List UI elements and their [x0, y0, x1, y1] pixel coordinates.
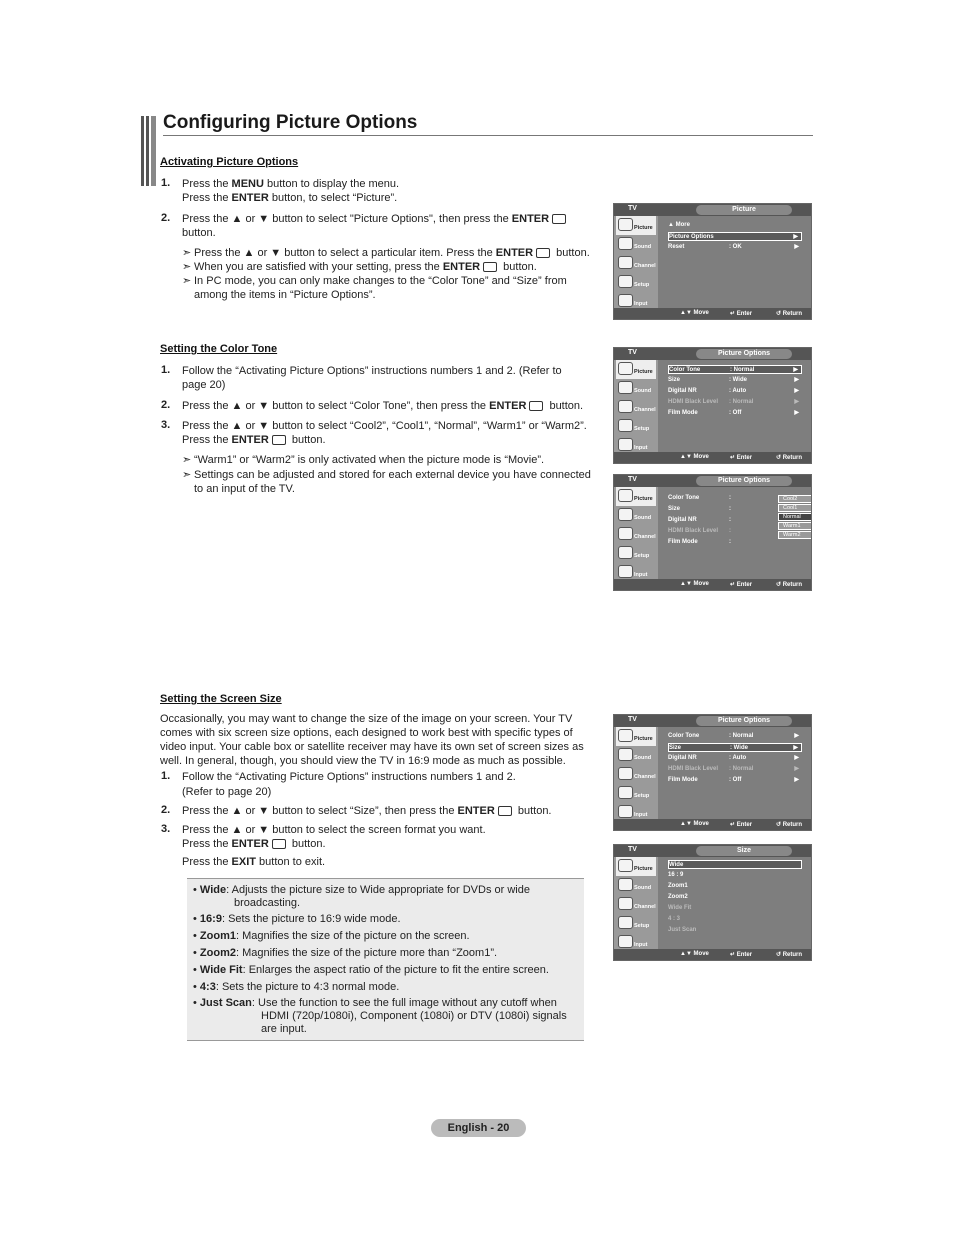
osd-menu-icon — [618, 275, 633, 288]
osd-menu-title: Picture Options — [696, 349, 792, 359]
osd-row-value: : Normal — [730, 367, 755, 373]
osd-row-label: Film Mode — [668, 410, 698, 416]
osd-row-label: Digital NR — [668, 388, 697, 394]
enter-icon — [529, 401, 543, 411]
list-item: • Zoom1: Magnifies the size of the picture on the screen. — [193, 930, 470, 942]
osd-arrow-icon: ▶ — [794, 388, 799, 394]
osd-sidebar-label: Sound — [634, 885, 652, 891]
step-text: Follow the “Activating Picture Options” instructions numbers 1 and 2. (Refer to page 20) — [182, 771, 516, 798]
osd-sidebar-item — [616, 895, 656, 914]
osd-content — [658, 487, 811, 580]
osd-row-label: Digital NR — [668, 755, 697, 761]
osd-menu-icon — [618, 218, 633, 231]
osd-row-label: HDMI Black Level — [668, 528, 719, 534]
section-heading-color-tone: Setting the Color Tone — [160, 343, 278, 355]
osd-menu-row — [668, 915, 802, 924]
note-arrow-icon: ➣ — [182, 275, 192, 287]
osd-row-value: : — [729, 517, 731, 523]
osd-menu-title: Picture Options — [696, 476, 792, 486]
osd-sidebar-label: Picture — [634, 225, 653, 231]
osd-sidebar — [614, 360, 658, 453]
step-number: 2. — [161, 804, 171, 816]
osd-sidebar-label: Sound — [634, 515, 652, 521]
list-item: • Wide: Adjusts the picture size to Wide appropriate for DVDs or wide broadcasting. — [193, 884, 530, 909]
page-footer: English - 20 — [431, 1119, 526, 1137]
osd-menu-icon — [618, 805, 633, 818]
osd-row-label: Color Tone — [669, 367, 701, 373]
section-heading-screen-size: Setting the Screen Size — [160, 693, 282, 705]
list-item: • Just Scan: Use the function to see the full image without any cutoff when HDMI (720p/1080i), Component (1080i) or DTV (1080i) signals are input. — [193, 997, 567, 1035]
osd-row-label: Film Mode — [668, 539, 698, 545]
osd-menu-row — [668, 754, 802, 763]
osd-return-hint: ↺ Return — [776, 582, 803, 588]
osd-header — [614, 845, 811, 857]
osd-sidebar-label: Setup — [634, 426, 650, 432]
osd-row-label: Digital NR — [668, 517, 697, 523]
note: ➣ When you are satisfied with your setting, press the ENTER button. — [182, 261, 537, 273]
osd-sidebar-label: Picture — [634, 369, 653, 375]
osd-sidebar-label: Input — [634, 812, 648, 818]
osd-menu-title: Size — [696, 846, 792, 856]
osd-sidebar — [614, 487, 658, 580]
step-number: 1. — [161, 364, 171, 376]
osd-arrow-icon: ▶ — [793, 367, 798, 373]
osd-tv-label: TV — [628, 846, 637, 853]
osd-move-hint: ▲▼ Move — [680, 454, 709, 460]
osd-screen-picture-options — [613, 347, 812, 464]
osd-enter-hint: ↵ Enter — [730, 455, 753, 461]
enter-icon — [498, 806, 512, 816]
osd-row-value: : — [729, 539, 731, 545]
osd-row-value: : Normal — [729, 766, 754, 772]
osd-arrow-icon: ▶ — [794, 766, 799, 772]
osd-menu-icon — [618, 916, 633, 929]
osd-menu-row — [668, 926, 802, 935]
osd-enter-hint: ↵ Enter — [730, 311, 753, 317]
intro-paragraph: Occasionally, you may want to change the size of the image on your screen. Your TV comes with six screen size options, each designed to work best with specific types of video input. Your cable box or satellite receiver may have its own set of screen sizes as well. In general, though, you should view the TV in 16:9 mode as much as possible. — [160, 713, 584, 767]
osd-row-value: : Off — [729, 777, 742, 783]
osd-sidebar — [614, 727, 658, 820]
osd-menu-row — [668, 376, 802, 385]
osd-sidebar-label: Picture — [634, 496, 653, 502]
osd-row-value: : — [729, 528, 731, 534]
osd-row-label: ▲ More — [668, 222, 690, 228]
osd-menu-icon — [618, 381, 633, 394]
osd-option: Cool2 — [778, 495, 812, 503]
osd-menu-row — [668, 882, 802, 891]
osd-menu-icon — [618, 897, 633, 910]
osd-sidebar-label: Channel — [634, 263, 656, 269]
enter-icon — [272, 435, 286, 445]
osd-sidebar-label: Sound — [634, 388, 652, 394]
osd-menu-row — [668, 871, 802, 880]
osd-menu-row — [668, 387, 802, 396]
osd-return-hint: ↺ Return — [776, 455, 803, 461]
osd-sidebar-item — [616, 746, 656, 765]
osd-row-label: Wide — [669, 862, 684, 868]
osd-row-value: : OK — [729, 244, 742, 250]
osd-row-label: Just Scan — [668, 927, 697, 933]
osd-sidebar-item — [616, 235, 656, 254]
osd-arrow-icon: ▶ — [794, 410, 799, 416]
osd-row-label: Reset — [668, 244, 685, 250]
osd-return-hint: ↺ Return — [776, 311, 803, 317]
osd-arrow-icon: ▶ — [793, 745, 798, 751]
step-number: 1. — [161, 177, 171, 189]
osd-menu-row — [668, 904, 802, 913]
osd-menu-row — [668, 743, 802, 752]
osd-arrow-icon: ▶ — [794, 377, 799, 383]
osd-row-value: : Normal — [729, 399, 754, 405]
osd-sidebar-label: Setup — [634, 923, 650, 929]
osd-row-label: Film Mode — [668, 777, 698, 783]
osd-row-value: : Off — [729, 410, 742, 416]
osd-header — [614, 475, 811, 487]
note-arrow-icon: ➣ — [182, 247, 192, 259]
osd-arrow-icon: ▶ — [794, 733, 799, 739]
osd-menu-row — [668, 398, 802, 407]
osd-menu-row — [668, 732, 802, 741]
osd-sidebar-item — [616, 273, 656, 292]
osd-tv-label: TV — [628, 205, 637, 212]
osd-sidebar-label: Channel — [634, 904, 656, 910]
osd-menu-title: Picture — [696, 205, 792, 215]
osd-option: Warm1 — [778, 522, 812, 530]
osd-sidebar-label: Channel — [634, 534, 656, 540]
page-title: Configuring Picture Options — [163, 112, 418, 133]
note-arrow-icon: ➣ — [182, 454, 192, 466]
osd-menu-row — [668, 776, 802, 785]
osd-screen-color-tone — [613, 474, 812, 591]
osd-menu-icon — [618, 508, 633, 521]
osd-row-label: Size — [669, 745, 682, 751]
osd-screen-picture — [613, 203, 812, 320]
osd-sidebar-item — [616, 857, 656, 876]
osd-option: Cool1 — [778, 504, 812, 512]
note-arrow-icon: ➣ — [182, 261, 192, 273]
enter-icon — [552, 214, 566, 224]
osd-header — [614, 348, 811, 360]
osd-menu-icon — [618, 878, 633, 891]
osd-menu-icon — [618, 256, 633, 269]
osd-sidebar-label: Input — [634, 572, 648, 578]
osd-arrow-icon: ▶ — [793, 234, 798, 240]
osd-menu-row — [668, 765, 802, 774]
note: ➣ Press the ▲ or ▼ button to select a particular item. Press the ENTER button. — [182, 247, 590, 259]
osd-arrow-icon: ▶ — [794, 755, 799, 761]
note: ➣ “Warm1” or “Warm2” is only activated when the picture mode is “Movie”. — [182, 454, 545, 466]
osd-sidebar-label: Channel — [634, 407, 656, 413]
osd-sidebar-item — [616, 216, 656, 235]
osd-arrow-icon: ▶ — [794, 244, 799, 250]
osd-sidebar-item — [616, 379, 656, 398]
osd-menu-row — [668, 538, 802, 547]
osd-row-value: : Wide — [730, 745, 748, 751]
osd-enter-hint: ↵ Enter — [730, 582, 753, 588]
osd-sidebar-item — [616, 360, 656, 379]
step-number: 2. — [161, 399, 171, 411]
osd-row-value: : Auto — [729, 755, 747, 761]
osd-menu-icon — [618, 294, 633, 307]
osd-move-hint: ▲▼ Move — [680, 951, 709, 957]
enter-icon — [483, 262, 497, 272]
osd-sidebar-label: Picture — [634, 866, 653, 872]
osd-sidebar-item — [616, 914, 656, 933]
osd-menu-icon — [618, 729, 633, 742]
osd-menu-icon — [618, 565, 633, 578]
osd-footer — [614, 819, 811, 830]
osd-option: Normal — [778, 513, 812, 521]
osd-row-label: 4 : 3 — [668, 916, 681, 922]
osd-row-label: HDMI Black Level — [668, 399, 719, 405]
osd-sidebar-label: Picture — [634, 736, 653, 742]
step-number: 3. — [161, 419, 171, 431]
osd-row-label: HDMI Black Level — [668, 766, 719, 772]
note: ➣ In PC mode, you can only make changes to the “Color Tone” and “Size” from among the items in “Picture Options”. — [182, 275, 567, 301]
osd-row-label: Size — [668, 377, 681, 383]
osd-menu-icon — [618, 527, 633, 540]
osd-content — [658, 216, 811, 309]
osd-row-value: : — [729, 506, 731, 512]
osd-content — [658, 727, 811, 820]
osd-sidebar-label: Input — [634, 301, 648, 307]
osd-menu-icon — [618, 438, 633, 451]
osd-sidebar-item — [616, 506, 656, 525]
osd-menu-icon — [618, 237, 633, 250]
osd-sidebar-item — [616, 544, 656, 563]
osd-menu-icon — [618, 546, 633, 559]
osd-menu-icon — [618, 362, 633, 375]
note: ➣ Settings can be adjusted and stored for each external device you have connected to an input of the TV. — [182, 469, 591, 495]
list-item: • Wide Fit: Enlarges the aspect ratio of the picture to fit the entire screen. — [193, 964, 549, 976]
osd-screen-size — [613, 844, 812, 961]
osd-row-label: Color Tone — [668, 495, 700, 501]
osd-menu-icon — [618, 935, 633, 948]
osd-arrow-icon: ▶ — [794, 399, 799, 405]
osd-sidebar — [614, 216, 658, 309]
osd-row-label: Wide Fit — [668, 905, 692, 911]
osd-menu-icon — [618, 767, 633, 780]
step-number: 1. — [161, 770, 171, 782]
osd-menu-icon — [618, 419, 633, 432]
osd-sidebar-item — [616, 765, 656, 784]
list-item: • Zoom2: Magnifies the size of the picture more than “Zoom1”. — [193, 947, 498, 959]
osd-row-value: : Wide — [729, 377, 747, 383]
osd-footer — [614, 949, 811, 960]
osd-content — [658, 857, 811, 950]
note-arrow-icon: ➣ — [182, 469, 192, 481]
step-text: Press the EXIT button to exit. — [182, 856, 326, 868]
step-text: Follow the “Activating Picture Options” instructions numbers 1 and 2. (Refer to page 20) — [182, 365, 562, 391]
osd-sidebar-item — [616, 876, 656, 895]
osd-move-hint: ▲▼ Move — [680, 581, 709, 587]
list-item: • 4:3: Sets the picture to 4:3 normal mode. — [193, 981, 400, 993]
osd-sidebar-item — [616, 487, 656, 506]
step-text: Press the ▲ or ▼ button to select “Color Tone”, then press the ENTER button. — [182, 400, 584, 412]
osd-enter-hint: ↵ Enter — [730, 822, 753, 828]
section-heading-activating: Activating Picture Options — [160, 156, 299, 168]
osd-footer — [614, 579, 811, 590]
step-number: 2. — [161, 212, 171, 224]
osd-row-value: : Auto — [729, 388, 747, 394]
enter-icon — [272, 839, 286, 849]
osd-footer — [614, 308, 811, 319]
osd-menu-row — [668, 232, 802, 241]
osd-sidebar-item — [616, 417, 656, 436]
osd-menu-row — [668, 409, 802, 418]
osd-tv-label: TV — [628, 716, 637, 723]
osd-row-label: 16 : 9 — [668, 872, 684, 878]
osd-sidebar-item — [616, 254, 656, 273]
step-number: 3. — [161, 823, 171, 835]
osd-sidebar-item — [616, 784, 656, 803]
osd-header — [614, 715, 811, 727]
title-rule — [163, 135, 813, 136]
osd-menu-row — [668, 893, 802, 902]
osd-sidebar-label: Sound — [634, 244, 652, 250]
osd-row-label: Picture Options — [669, 234, 714, 240]
osd-sidebar-label: Sound — [634, 755, 652, 761]
step-text: Press the ▲ or ▼ button to select “Cool2”, “Cool1”, “Normal”, “Warm1” or “Warm2”. Press the ENTER button. — [182, 420, 587, 446]
osd-sidebar-label: Setup — [634, 793, 650, 799]
osd-sidebar-label: Input — [634, 942, 648, 948]
osd-menu-row — [668, 860, 802, 869]
osd-sidebar-item — [616, 398, 656, 417]
step-text: Press the ▲ or ▼ button to select the screen format you want. Press the ENTER button. — [182, 824, 486, 850]
osd-menu-row — [668, 221, 802, 230]
osd-return-hint: ↺ Return — [776, 952, 803, 958]
osd-menu-icon — [618, 489, 633, 502]
enter-icon — [536, 248, 550, 258]
osd-arrow-icon: ▶ — [794, 777, 799, 783]
osd-menu-icon — [618, 786, 633, 799]
osd-screen-picture-options-size — [613, 714, 812, 831]
osd-header — [614, 204, 811, 216]
osd-sidebar-item — [616, 525, 656, 544]
osd-return-hint: ↺ Return — [776, 822, 803, 828]
osd-row-label: Zoom1 — [668, 883, 688, 889]
osd-sidebar-label: Setup — [634, 553, 650, 559]
osd-sidebar-item — [616, 727, 656, 746]
osd-menu-title: Picture Options — [696, 716, 792, 726]
osd-move-hint: ▲▼ Move — [680, 821, 709, 827]
osd-row-label: Zoom2 — [668, 894, 688, 900]
osd-row-label: Size — [668, 506, 681, 512]
osd-sidebar-label: Input — [634, 445, 648, 451]
osd-menu-icon — [618, 748, 633, 761]
step-text: Press the ▲ or ▼ button to select “Size”, then press the ENTER button. — [182, 805, 552, 817]
osd-footer — [614, 452, 811, 463]
osd-sidebar — [614, 857, 658, 950]
osd-menu-icon — [618, 400, 633, 413]
osd-option: Warm2 — [778, 531, 812, 539]
osd-move-hint: ▲▼ Move — [680, 310, 709, 316]
osd-content — [658, 360, 811, 453]
osd-enter-hint: ↵ Enter — [730, 952, 753, 958]
osd-row-value: : Normal — [729, 733, 754, 739]
osd-menu-row — [668, 365, 802, 374]
osd-tv-label: TV — [628, 349, 637, 356]
osd-menu-row — [668, 243, 802, 252]
osd-sidebar-label: Setup — [634, 282, 650, 288]
osd-tv-label: TV — [628, 476, 637, 483]
step-text: Press the MENU button to display the menu. Press the ENTER button, to select “Picture”. — [182, 178, 400, 204]
osd-menu-icon — [618, 859, 633, 872]
step-text: Press the ▲ or ▼ button to select "Picture Options", then press the ENTER button. — [182, 212, 569, 240]
osd-row-value: : — [729, 495, 731, 501]
osd-sidebar-label: Channel — [634, 774, 656, 780]
list-item: • 16:9: Sets the picture to 16:9 wide mode. — [193, 913, 401, 925]
osd-row-label: Color Tone — [668, 733, 700, 739]
